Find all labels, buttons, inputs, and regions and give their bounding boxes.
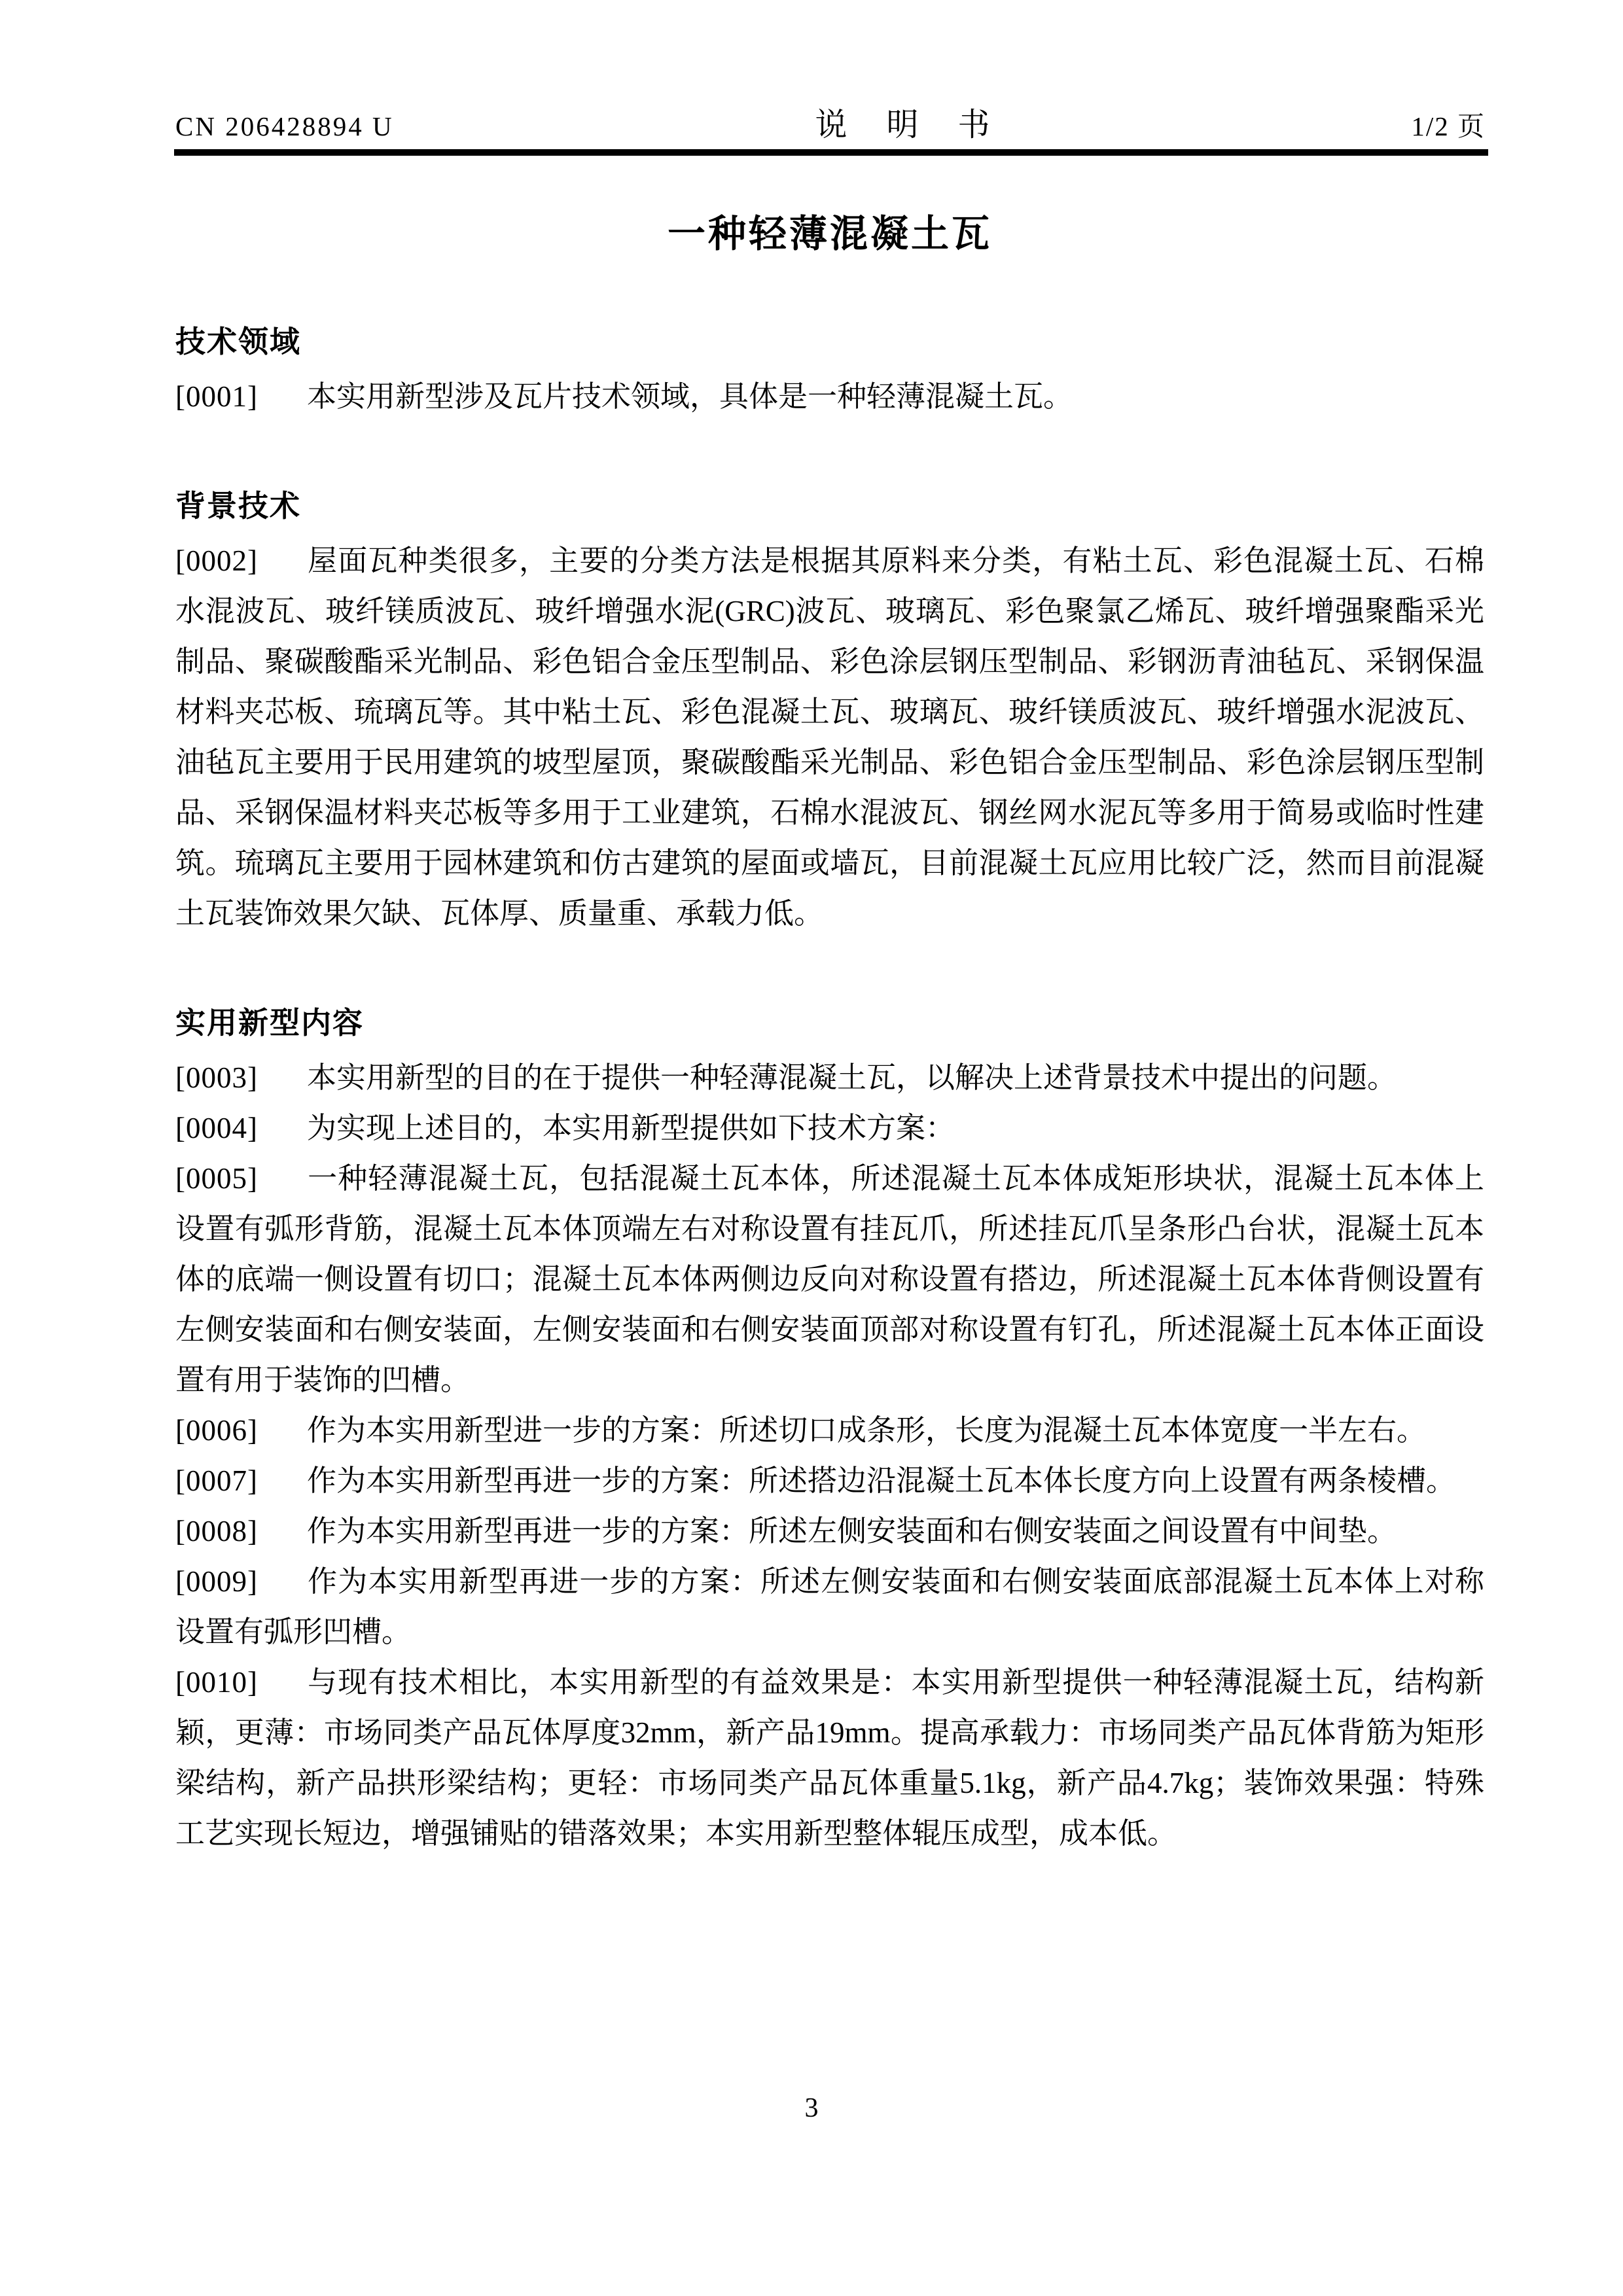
- section-heading-technical-field: 技术领域: [175, 325, 301, 359]
- header-divider-rule: [174, 149, 1488, 156]
- paragraph-number-0003: [0003]: [175, 1061, 258, 1094]
- paragraph-0005: [175, 1154, 1484, 1405]
- paragraph-text-0006: 作为本实用新型进一步的方案：所述切口成条形，长度为混凝土瓦本体宽度一半左右。: [306, 1414, 1426, 1447]
- paragraph-number-0008: [0008]: [175, 1515, 258, 1547]
- paragraph-number-0005: [0005]: [175, 1162, 258, 1195]
- paragraph-number-0010: [0010]: [175, 1666, 258, 1699]
- paragraph-text-0004: 为实现上述目的，本实用新型提供如下技术方案：: [306, 1112, 955, 1144]
- page-number: 3: [804, 2093, 819, 2123]
- paragraph-text-0008: 作为本实用新型再进一步的方案：所述左侧安装面和右侧安装面之间设置有中间垫。: [306, 1515, 1397, 1547]
- paragraph-number-0007: [0007]: [175, 1464, 258, 1497]
- paragraph-text-0003: 本实用新型的目的在于提供一种轻薄混凝土瓦，以解决上述背景技术中提出的问题。: [306, 1061, 1397, 1094]
- paragraph-number-0004: [0004]: [175, 1112, 258, 1144]
- section-heading-background-art: 背景技术: [175, 489, 301, 523]
- section-utility-model-content: [175, 999, 1484, 1859]
- paragraph-0008: [175, 1506, 1484, 1557]
- paragraph-text-0010: 与现有技术相比，本实用新型的有益效果是：本实用新型提供一种轻薄混凝土瓦，结构新颖，更薄：市场同类产品瓦体厚度32mm，新产品19mm。提高承载力：市场同类产品瓦体背筋为矩形梁结构，新产品拱形梁结构；更轻：市场同类产品瓦体重量5.1kg，新产品4.7kg；装饰效果强：特殊工艺实现长短边，增强铺贴的错落效果；本实用新型整体辊压成型，成本低。: [175, 1666, 1484, 1850]
- paragraph-0004: [175, 1103, 1484, 1154]
- paragraph-text-0009: 作为本实用新型再进一步的方案：所述左侧安装面和右侧安装面底部混凝土瓦本体上对称设置有弧形凹槽。: [175, 1565, 1484, 1648]
- paragraph-0002: [175, 536, 1484, 939]
- document-type-title: 说明书: [815, 107, 1029, 143]
- paragraph-text-0007: 作为本实用新型再进一步的方案：所述搭边沿混凝土瓦本体长度方向上设置有两条棱槽。: [306, 1464, 1455, 1497]
- paragraph-0001: [175, 372, 1484, 422]
- paragraph-number-0009: [0009]: [175, 1565, 258, 1598]
- paragraph-0006: [175, 1405, 1484, 1456]
- paragraph-text-0001: 本实用新型涉及瓦片技术领域，具体是一种轻薄混凝土瓦。: [306, 380, 1073, 413]
- paragraph-0010: [175, 1657, 1484, 1859]
- paragraph-text-0005: 一种轻薄混凝土瓦，包括混凝土瓦本体，所述混凝土瓦本体成矩形块状，混凝土瓦本体上设置有弧形背筋，混凝土瓦本体顶端左右对称设置有挂瓦爪，所述挂瓦爪呈条形凸台状，混凝土瓦本体的底端一侧设置有切口；混凝土瓦本体两侧边反向对称设置有搭边，所述混凝土瓦本体背侧设置有左侧安装面和右侧安装面，左侧安装面和右侧安装面顶部对称设置有钉孔，所述混凝土瓦本体正面设置有用于装饰的凹槽。: [175, 1162, 1484, 1396]
- paragraph-number-0002: [0002]: [175, 544, 258, 577]
- section-technical-field: [175, 318, 1484, 422]
- document-number: CN 206428894 U: [175, 111, 394, 141]
- section-heading-utility-model-content: 实用新型内容: [175, 1006, 364, 1040]
- paragraph-0009: [175, 1557, 1484, 1657]
- paragraph-number-0001: [0001]: [175, 380, 258, 413]
- page-footer: [0, 2093, 1623, 2124]
- paragraph-number-0006: [0006]: [175, 1414, 258, 1447]
- paragraph-0007: [175, 1456, 1484, 1506]
- invention-title: 一种轻薄混凝土瓦: [667, 213, 992, 255]
- page-indicator: 1/2 页: [1411, 111, 1486, 141]
- document-body: [175, 156, 1484, 1859]
- paragraph-text-0002: 屋面瓦种类很多，主要的分类方法是根据其原料来分类，有粘土瓦、彩色混凝土瓦、石棉水混波瓦、玻纤镁质波瓦、玻纤增强水泥(GRC)波瓦、玻璃瓦、彩色聚氯乙烯瓦、玻纤增强聚酯采光制品、聚碳酸酯采光制品、彩色铝合金压型制品、彩色涂层钢压型制品、彩钢沥青油毡瓦、采钢保温材料夹芯板、琉璃瓦等。其中粘土瓦、彩色混凝土瓦、玻璃瓦、玻纤镁质波瓦、玻纤增强水泥波瓦、油毡瓦主要用于民用建筑的坡型屋顶，聚碳酸酯采光制品、彩色铝合金压型制品、彩色涂层钢压型制品、采钢保温材料夹芯板等多用于工业建筑，石棉水混波瓦、钢丝网水泥瓦等多用于简易或临时性建筑。琉璃瓦主要用于园林建筑和仿古建筑的屋面或墙瓦，目前混凝土瓦应用比较广泛，然而目前混凝土瓦装饰效果欠缺、瓦体厚、质量重、承载力低。: [175, 544, 1484, 930]
- section-background-art: [175, 482, 1484, 939]
- paragraph-0003: [175, 1053, 1484, 1103]
- page-header: [175, 99, 1486, 145]
